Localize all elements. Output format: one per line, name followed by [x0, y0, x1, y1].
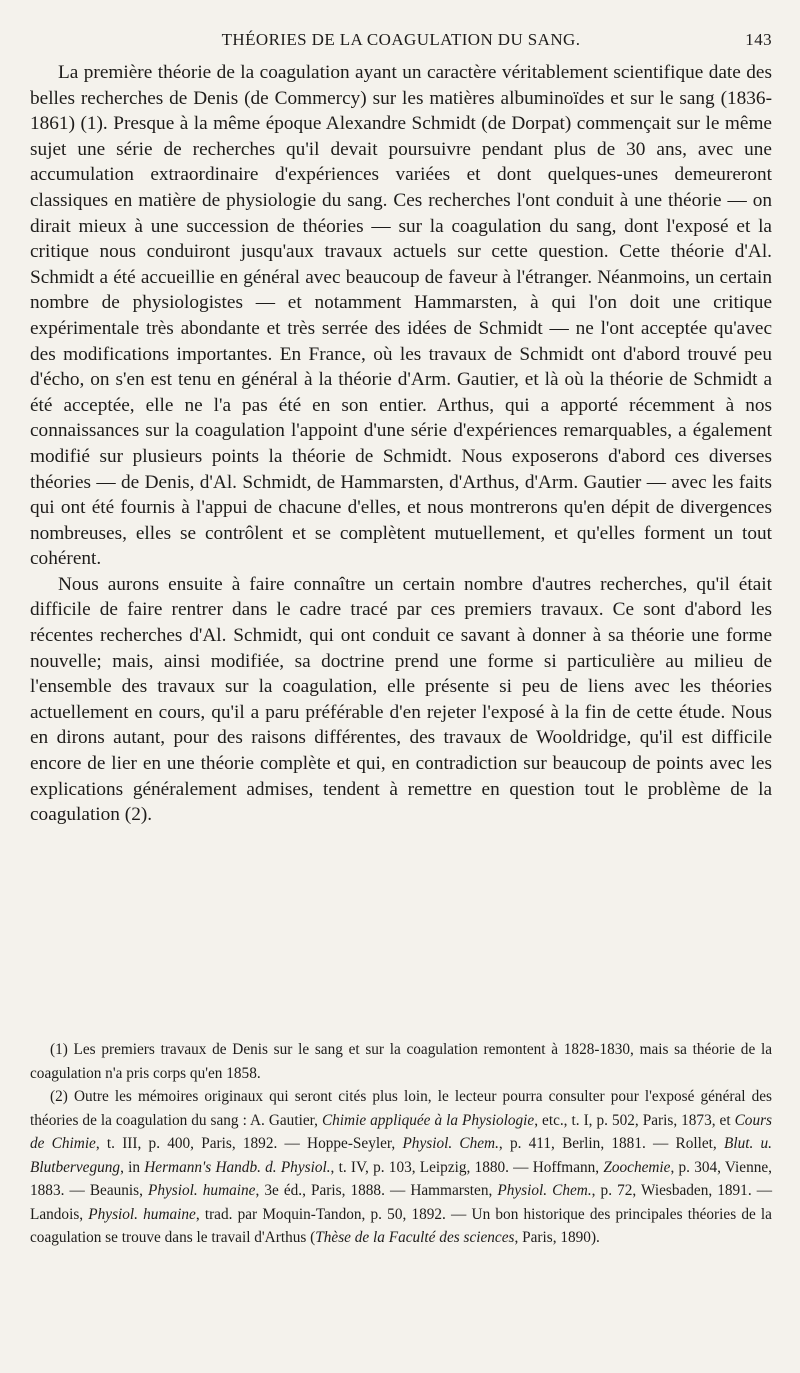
running-header [30, 30, 772, 54]
footnote-2: (2) Outre les mémoires originaux qui seront cités plus loin, le lecteur pourra consulter pour l'exposé général des théories de la coagulation du sang : A. Gautier, Chimie appliquée à la Physiologie, etc., t. I, p. 502, Paris, 1873, et Cours de Chimie, t. III, p. 400, Paris, 1892. — Hoppe-Seyler, Physiol. Chem., p. 411, Berlin, 1881. — Rollet, Blut. u. Blutbervegung, in Hermann's Handb. d. Physiol., t. IV, p. 103, Leipzig, 1880. — Hoffmann, Zoochemie, p. 304, Vienne, 1883. — Beaunis, Physiol. humaine, 3e éd., Paris, 1888. — Hammarsten, Physiol. Chem., p. 72, Wiesbaden, 1891. — Landois, Physiol. humaine, trad. par Moquin-Tandon, p. 50, 1892. — Un bon historique des principales théories de la coagulation se trouve dans le travail d'Arthus (Thèse de la Faculté des sciences, Paris, 1890). [30, 1088, 773, 1246]
page-number: 143 [745, 30, 772, 49]
paragraph-2: Nous aurons ensuite à faire connaître un certain nombre d'autres recherches, qu'il était difficile de faire rentrer dans le cadre tracé par ces premiers travaux. Ce sont d'abord les récentes recherches d'Al. Schmidt, qui ont conduit ce savant à donner à sa théorie une forme nouvelle; mais, ainsi modifiée, sa doctrine prend une forme si particulière au milieu de l'ensemble des travaux sur la coagulation, elle présente si peu de liens avec les théories actuellement en cours, qu'il a paru préférable d'en rejeter l'exposé à la fin de cette étude. Nous en dirons autant, pour des raisons différentes, des travaux de Wooldridge, qu'il est difficile encore de lier en une théorie complète et qui, en contradiction sur beaucoup de points avec les explications généralement admises, tendent à remettre en question tout le problème de la coagulation (2). [30, 573, 772, 826]
header-title: THÉORIES DE LA COAGULATION DU SANG. [221, 30, 581, 49]
paragraph-1: La première théorie de la coagulation ayant un caractère véritablement scientifique date des belles recherches de Denis (de Commercy) sur les matières albuminoïdes et sur le sang (1836-1861) (1). Presque à la même époque Alexandre Schmidt (de Dorpat) commençait sur le même sujet une série de recherches qu'il devait poursuivre pendant plus de 30 ans, avec une accumulation extraordinaire d'expériences variées et dont quelques-unes demeureront classiques en matière de physiologie du sang. Ces recherches l'ont conduit à une théorie — on dirait mieux à une succession de théories — sur la coagulation du sang, dont l'exposé et la critique nous conduiront jusqu'aux travaux actuels sur cette question. Cette théorie d'Al. Schmidt a été accueillie en général avec beaucoup de faveur à l'étranger. Néanmoins, un certain nombre de physiologistes — et notamment Hammarsten, à qui l'on doit une critique expérimentale très abondante et très serrée des idées de Schmidt — ne l'ont acceptée qu'avec des modifications importantes. En France, où les travaux de Schmidt ont d'abord trouvé peu d'écho, on s'en est tenu en général à la théorie d'Arm. Gautier, et là où la théorie de Schmidt a été acceptée, elle ne l'a pas été en son entier. Arthus, qui a apporté récemment à nos connaissances sur la coagulation l'appoint d'une série d'expériences remarquables, a également modifié sur plusieurs points la théorie de Schmidt. Nous exposerons d'abord ces diverses théories — de Denis, d'Al. Schmidt, de Hammarsten, d'Arthus, d'Arm. Gautier — avec les faits qui ont été fournis à l'appui de chacune d'elles, et nous montrerons qu'en dépit de divergences nombreuses, elles se contrôlent et se complètent mutuellement, et qu'elles forment un tout cohérent. [30, 62, 772, 570]
footnotes [30, 1038, 772, 1250]
main-text [30, 60, 772, 828]
footnote-1: (1) Les premiers travaux de Denis sur le sang et sur la coagulation remontent à 1828-1830, mais sa théorie de la coagulation n'a pris corps qu'en 1858. [30, 1041, 772, 1082]
